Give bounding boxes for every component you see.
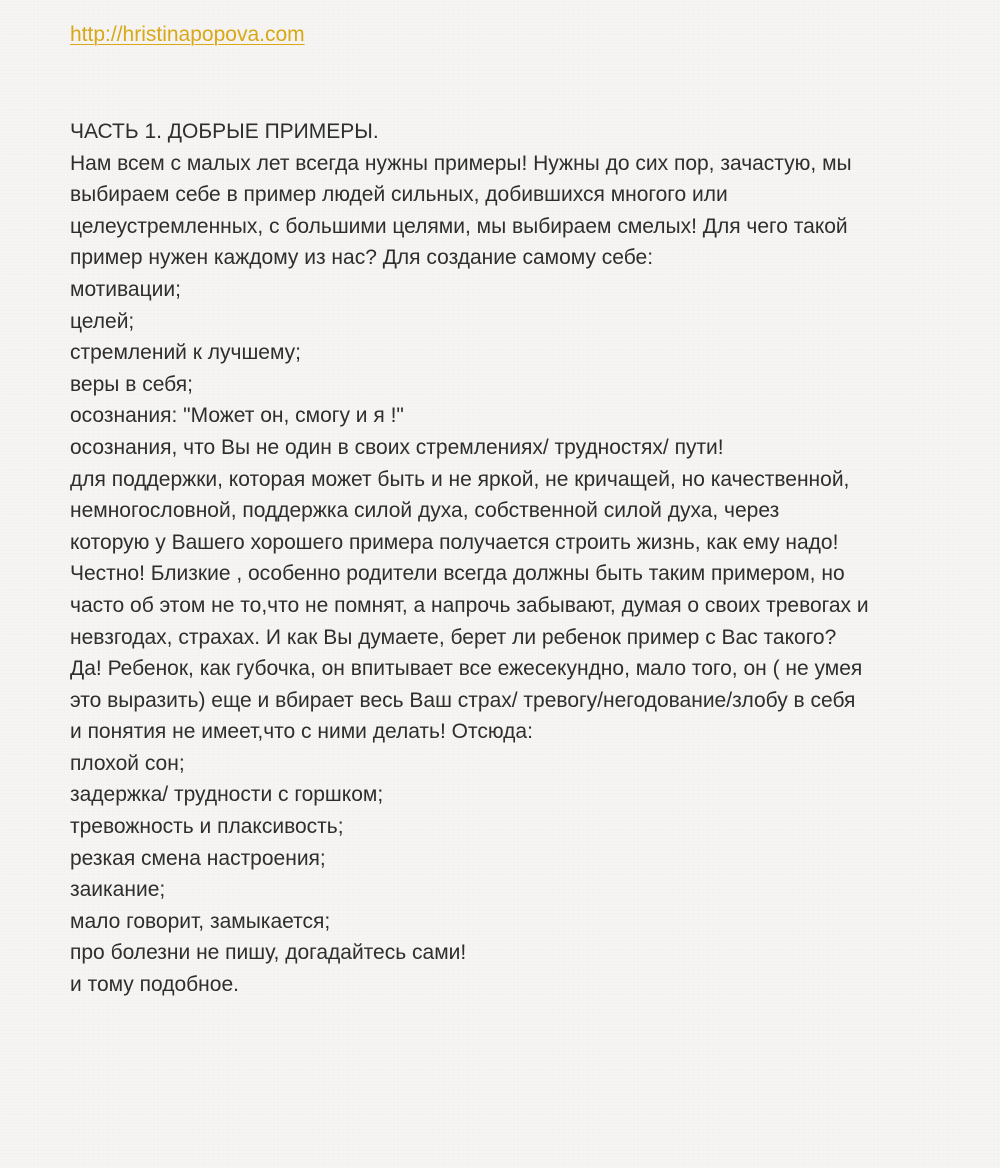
- note-line: немногословной, поддержка силой духа, собственной силой духа, через: [70, 499, 780, 523]
- note-line: веры в себя;: [70, 372, 193, 396]
- note-line: и тому подобное.: [70, 973, 239, 997]
- note-line: осознания, что Вы не один в своих стремлениях/ трудностях/ пути!: [70, 435, 724, 459]
- note-line: и понятия не имеет,что с ними делать! Отсюда:: [70, 720, 533, 744]
- note-line: целеустремленных, с большими целями, мы выбираем смелых! Для чего такой: [70, 214, 848, 238]
- note-line: Да! Ребенок, как губочка, он впитывает все ежесекундно, мало того, он ( не умея: [70, 657, 863, 681]
- note-line: осознания: "Может он, смогу и я !": [70, 404, 404, 428]
- note-line: выбираем себе в пример людей сильных, добившихся многого или: [70, 183, 728, 207]
- note-line: про болезни не пишу, догадайтесь сами!: [70, 941, 467, 965]
- note-body: [70, 116, 970, 1001]
- note-line: ЧАСТЬ 1. ДОБРЫЕ ПРИМЕРЫ.: [70, 120, 379, 143]
- note-line: целей;: [70, 309, 135, 333]
- note-line: плохой сон;: [70, 751, 185, 775]
- note-line: мотивации;: [70, 277, 181, 301]
- note-line: стремлений к лучшему;: [70, 341, 301, 365]
- note-line: резкая смена настроения;: [70, 846, 326, 870]
- note-line: Нам всем с малых лет всегда нужны примеры! Нужны до сих пор, зачастую, мы: [70, 151, 852, 175]
- note-line: невзгодах, страхах. И как Вы думаете, берет ли ребенок пример с Вас такого?: [70, 625, 837, 649]
- note-line: пример нужен каждому из нас? Для создание самому себе:: [70, 246, 654, 270]
- note-line: задержка/ трудности с горшком;: [70, 783, 384, 807]
- note-line: Честно! Близкие , особенно родители всегда должны быть таким примером, но: [70, 562, 845, 586]
- note-line: заикание;: [70, 878, 166, 902]
- note-line: тревожность и плаксивость;: [70, 815, 344, 839]
- note-line: для поддержки, которая может быть и не яркой, не кричащей, но качественной,: [70, 467, 850, 491]
- website-link[interactable]: http://hristinapopova.com: [70, 23, 305, 46]
- note-line: часто об этом не то,что не помнят, а напрочь забывают, думая о своих тревогах и: [70, 593, 869, 617]
- note-line: мало говорит, замыкается;: [70, 909, 331, 933]
- note-line: которую у Вашего хорошего примера получается строить жизнь, как ему надо!: [70, 530, 839, 554]
- note-line: это выразить) еще и вбирает весь Ваш страх/ тревогу/негодование/злобу в себя: [70, 688, 856, 712]
